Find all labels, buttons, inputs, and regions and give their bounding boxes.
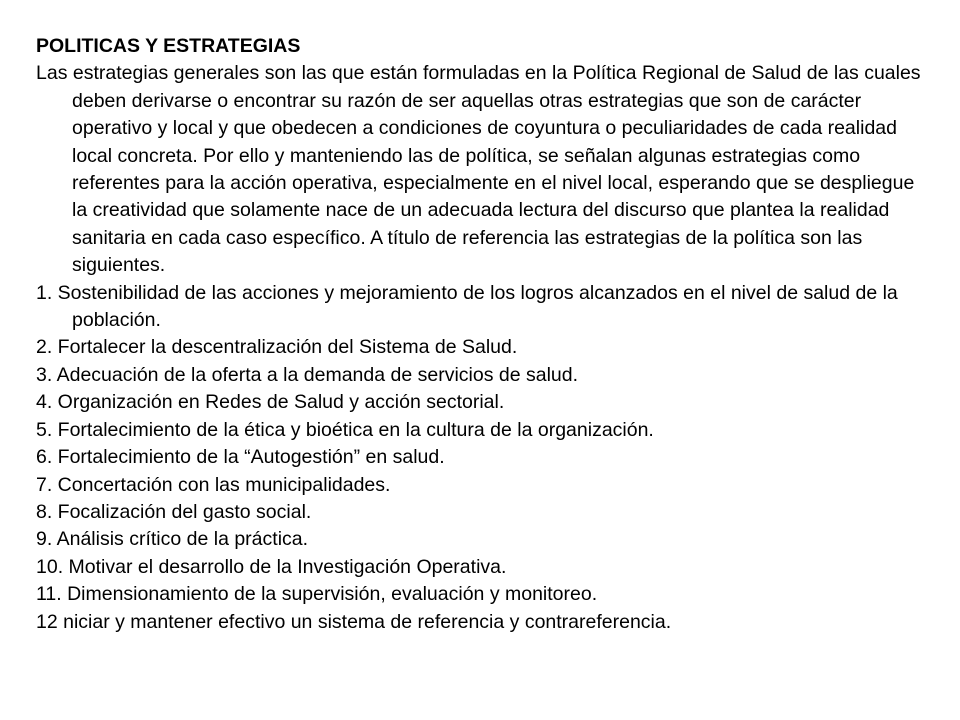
strategy-item-6: 6. Fortalecimiento de la “Autogestión” en salud. — [36, 446, 445, 469]
strategy-item-12: 12 niciar y mantener efectivo un sistema de referencia y contrareferencia. — [36, 610, 672, 633]
strategy-item-11: 11. Dimensionamiento de la supervisión, evaluación y monitoreo. — [36, 583, 598, 606]
intro-paragraph: Las estrategias generales son las que están formuladas en la Política Regional de Salud de las cuales deben derivarse o encontrar su razón de ser aquellas otras estrategias que son de carácter operativo y local y que obedecen a condiciones de coyuntura o peculiaridades de cada realidad local concreta. Por ello y manteniendo las de política, se señalan algunas estrategias como referentes para la acción operativa, especialmente en el nivel local, esperando que se despliegue la creatividad que solamente nace de un adecuada lectura del discurso que plantea la realidad sanitaria en cada caso específico. A título de referencia las estrategias de la política son las siguientes. — [36, 62, 921, 277]
strategy-item-7: 7. Concertación con las municipalidades. — [36, 473, 391, 496]
strategy-item-9: 9. Análisis crítico de la práctica. — [36, 528, 309, 551]
page-title: POLITICAS Y ESTRATEGIAS — [36, 35, 301, 57]
strategy-item-4: 4. Organización en Redes de Salud y acción sectorial. — [36, 391, 505, 414]
strategy-item-10: 10. Motivar el desarrollo de la Investigación Operativa. — [36, 555, 507, 578]
slide-content — [36, 33, 926, 636]
strategy-item-5: 5. Fortalecimiento de la ética y bioética en la cultura de la organización. — [36, 418, 654, 441]
strategy-item-3: 3. Adecuación de la oferta a la demanda de servicios de salud. — [36, 363, 579, 386]
strategy-item-8: 8. Focalización del gasto social. — [36, 500, 312, 523]
strategy-item-2: 2. Fortalecer la descentralización del Sistema de Salud. — [36, 336, 518, 359]
strategy-item-1: 1. Sostenibilidad de las acciones y mejoramiento de los logros alcanzados en el nivel de salud de la población. — [36, 281, 898, 332]
